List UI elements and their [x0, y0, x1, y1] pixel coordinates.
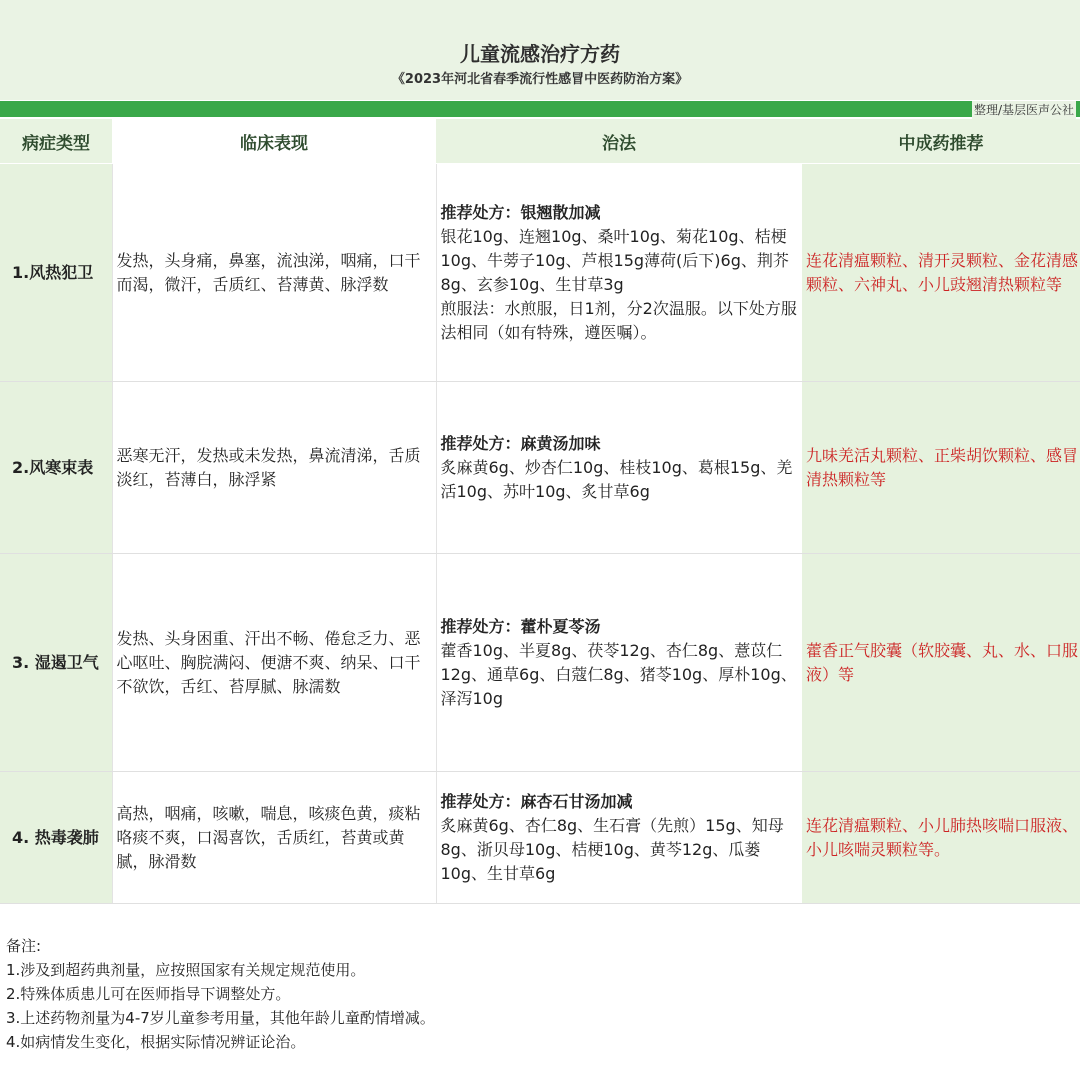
rx-title: 推荐处方：麻黄汤加味 [440, 433, 601, 453]
table-row [0, 164, 1080, 382]
page-title: 儿童流感治疗方药 [460, 42, 620, 66]
row-drugs: 九味羌活丸颗粒、正柴胡饮颗粒、感冒清热颗粒等 [802, 382, 1080, 554]
rx-body: 藿香10g、半夏8g、茯苓12g、杏仁8g、薏苡仁12g、通草6g、白蔻仁8g、猪苓10g、厚朴10g、泽泻10g [440, 640, 797, 708]
note-item: 4.如病情发生变化，根据实际情况辨证论治。 [6, 1033, 306, 1051]
row-treatment [436, 554, 802, 772]
header-symptoms: 临床表现 [112, 119, 436, 164]
row-drugs: 连花清瘟颗粒、清开灵颗粒、金花清感颗粒、六神丸、小儿豉翘清热颗粒等 [802, 164, 1080, 382]
row-symptoms: 发热，头身痛，鼻塞，流浊涕，咽痛，口干而渴，微汗，舌质红、苔薄黄、脉浮数 [112, 164, 436, 382]
row-type: 4. 热毒袭肺 [0, 772, 112, 904]
row-treatment [436, 382, 802, 554]
row-drugs: 连花清瘟颗粒、小儿肺热咳喘口服液、小儿咳喘灵颗粒等。 [802, 772, 1080, 904]
row-type: 3. 湿遏卫气 [0, 554, 112, 772]
treatment-table [0, 119, 1080, 904]
rx-title: 推荐处方：麻杏石甘汤加减 [440, 791, 633, 811]
table-header-row [0, 119, 1080, 164]
notes-block [6, 934, 435, 1054]
notes-heading: 备注: [6, 937, 42, 955]
header-treatment: 治法 [436, 119, 802, 164]
credit-text: 整理/基层医声公社 [973, 103, 1074, 117]
rx-title: 推荐处方：银翘散加减 [440, 202, 601, 222]
row-type: 1.风热犯卫 [0, 164, 112, 382]
green-divider-bar [0, 101, 1080, 117]
header-drugs: 中成药推荐 [802, 119, 1080, 164]
rx-body: 炙麻黄6g、炒杏仁10g、桂枝10g、葛根15g、羌活10g、苏叶10g、炙甘草6g [440, 457, 793, 501]
page-subtitle: 《2023年河北省春季流行性感冒中医药防治方案》 [391, 72, 689, 87]
row-symptoms: 发热、头身困重、汗出不畅、倦怠乏力、恶心呕吐、胸脘满闷、便溏不爽、纳呆、口干不欲饮，舌红、苔厚腻、脉濡数 [112, 554, 436, 772]
row-treatment [436, 164, 802, 382]
row-drugs: 藿香正气胶囊（软胶囊、丸、水、口服液）等 [802, 554, 1080, 772]
title-block [0, 0, 1080, 100]
note-item: 2.特殊体质患儿可在医师指导下调整处方。 [6, 985, 291, 1003]
row-symptoms: 高热，咽痛，咳嗽，喘息，咳痰色黄，痰粘咯痰不爽，口渴喜饮，舌质红，苔黄或黄腻，脉滑数 [112, 772, 436, 904]
row-symptoms: 恶寒无汗，发热或未发热，鼻流清涕，舌质淡红，苔薄白，脉浮紧 [112, 382, 436, 554]
rx-body: 银花10g、连翘10g、桑叶10g、菊花10g、桔梗10g、牛蒡子10g、芦根15g薄荷(后下)6g、荆芥8g、玄参10g、生甘草3g 煎服法：水煎服，日1剂，分2次温服。以下处方服法相同（如有特殊，遵医嘱）。 [440, 226, 797, 342]
header-type: 病症类型 [0, 119, 112, 164]
table-row [0, 554, 1080, 772]
row-type: 2.风寒束表 [0, 382, 112, 554]
table-row [0, 382, 1080, 554]
note-item: 1.涉及到超药典剂量，应按照国家有关规定规范使用。 [6, 961, 366, 979]
table-row [0, 772, 1080, 904]
row-treatment [436, 772, 802, 904]
note-item: 3.上述药物剂量为4-7岁儿童参考用量，其他年龄儿童酌情增减。 [6, 1009, 435, 1027]
rx-body: 炙麻黄6g、杏仁8g、生石膏（先煎）15g、知母8g、浙贝母10g、桔梗10g、黄芩12g、瓜蒌10g、生甘草6g [440, 815, 784, 883]
rx-title: 推荐处方：藿朴夏苓汤 [440, 616, 601, 636]
